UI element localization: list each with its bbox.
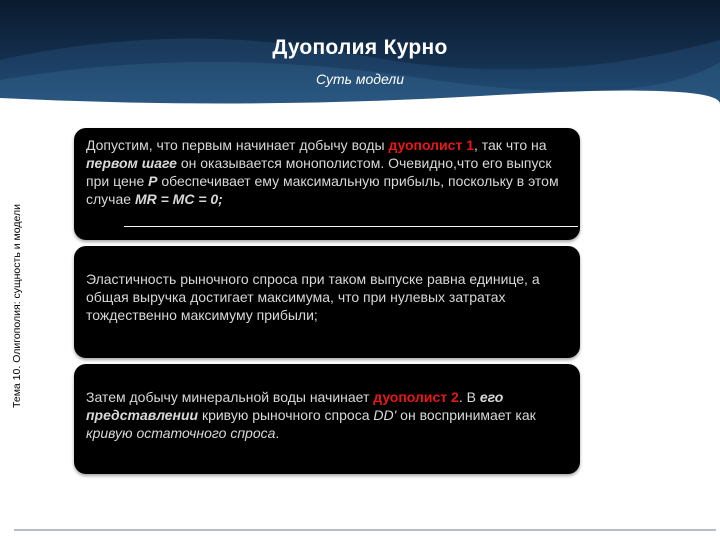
footer-divider [14,529,716,531]
card-2-text: Эластичность рыночного спроса при таком выпуске равна единице, а общая выручка достигает максимума, что при нулевых затратах тождественно максимуму прибыли; [86,271,540,323]
content-card-3 [74,364,580,474]
header-band [0,0,720,112]
card-3-text: Затем добычу минеральной воды начинает дуополист 2. В его представлении кривую рыночного спроса DD' он воспринимает как кривую остаточного спроса. [86,389,536,441]
page-subtitle: Суть модели [316,71,404,87]
duopolist-1-highlight: дуополист 1 [388,137,474,153]
duopolist-2-highlight: дуополист 2 [373,389,459,405]
content-card-2 [74,246,580,358]
content-card-1 [74,128,580,240]
side-topic-label: Тема 10. Олигополия: сущность и модели [11,204,23,408]
card-1-text: Допустим, что первым начинает добычу воды дуополист 1, так что на первом шаге он оказывается монополистом. Очевидно,что его выпуск при цене Р обеспечивает ему максимальную прибыль, поскольку в этом случае МR = МС = 0; [86,137,559,207]
page-title: Дуополия Курно [272,36,448,59]
card-1-underline [124,226,578,227]
